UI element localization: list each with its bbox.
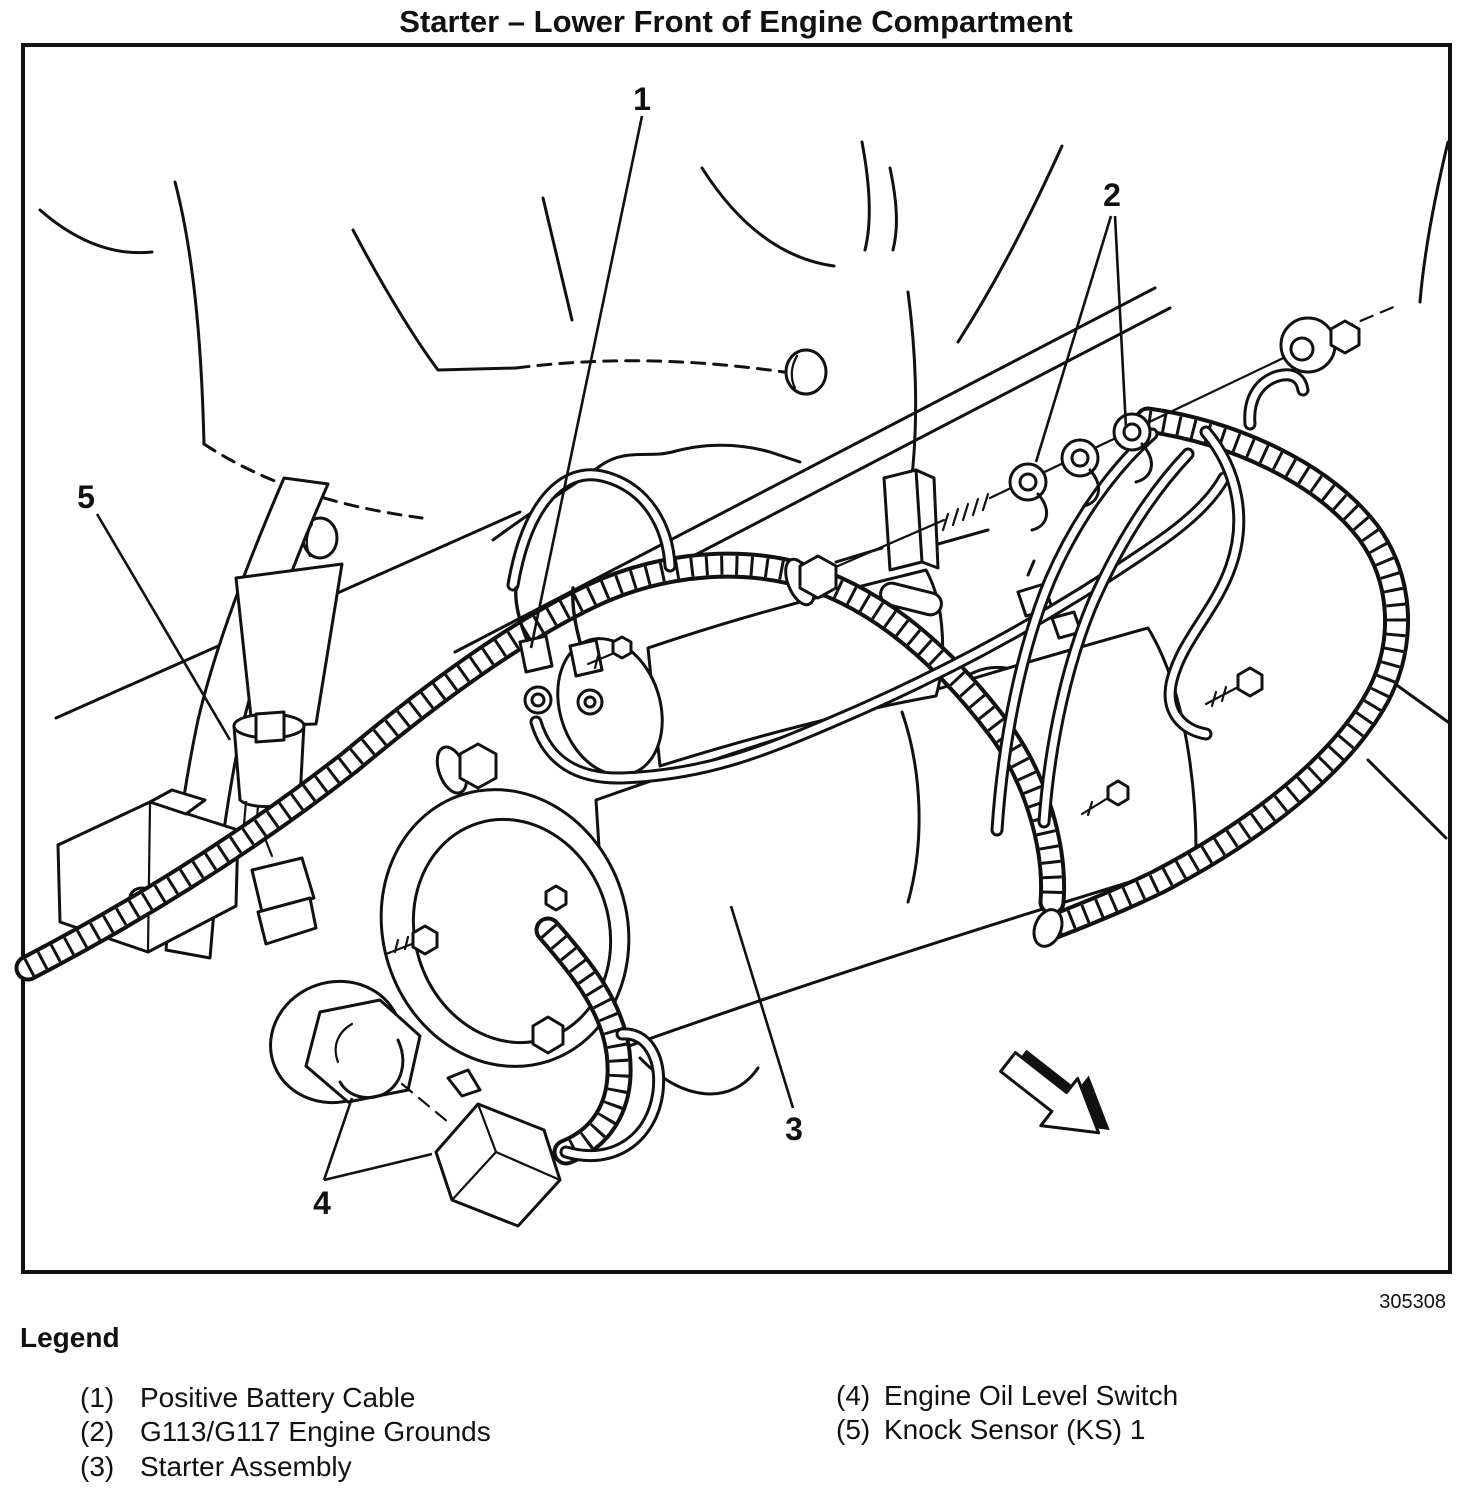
- callout-3: 3: [785, 1111, 803, 1147]
- callout-1: 1: [633, 81, 651, 117]
- legend-item-3: [80, 1451, 352, 1482]
- legend-item-label: G113/G117 Engine Grounds: [140, 1416, 491, 1447]
- legend-item-4: [836, 1380, 1178, 1411]
- legend-item-num: (3): [80, 1451, 115, 1482]
- legend-item-5: [836, 1414, 1145, 1445]
- page-title: Starter – Lower Front of Engine Compartment: [399, 4, 1073, 39]
- legend-item-num: (5): [836, 1414, 871, 1445]
- callout-5: 5: [77, 479, 95, 515]
- callout-4: 4: [313, 1185, 331, 1221]
- callout-2: 2: [1103, 177, 1121, 213]
- legend-item-label: Engine Oil Level Switch: [884, 1380, 1179, 1411]
- legend-heading: Legend: [20, 1322, 120, 1353]
- legend-item-label: Positive Battery Cable: [140, 1382, 416, 1413]
- terminal-boot: [520, 636, 552, 672]
- pinion-nut: [460, 744, 496, 788]
- legend-item-2: [80, 1416, 491, 1447]
- ground-bolt-head: [1331, 321, 1359, 353]
- legend: [20, 1322, 1178, 1482]
- figure-number: 305308: [1379, 1291, 1446, 1313]
- legend-item-label: Starter Assembly: [140, 1451, 352, 1482]
- legend-item-num: (2): [80, 1416, 115, 1447]
- legend-item-num: (1): [80, 1382, 115, 1413]
- legend-item-label: Knock Sensor (KS) 1: [884, 1414, 1146, 1445]
- legend-item-1: [80, 1382, 415, 1413]
- legend-item-num: (4): [836, 1380, 871, 1411]
